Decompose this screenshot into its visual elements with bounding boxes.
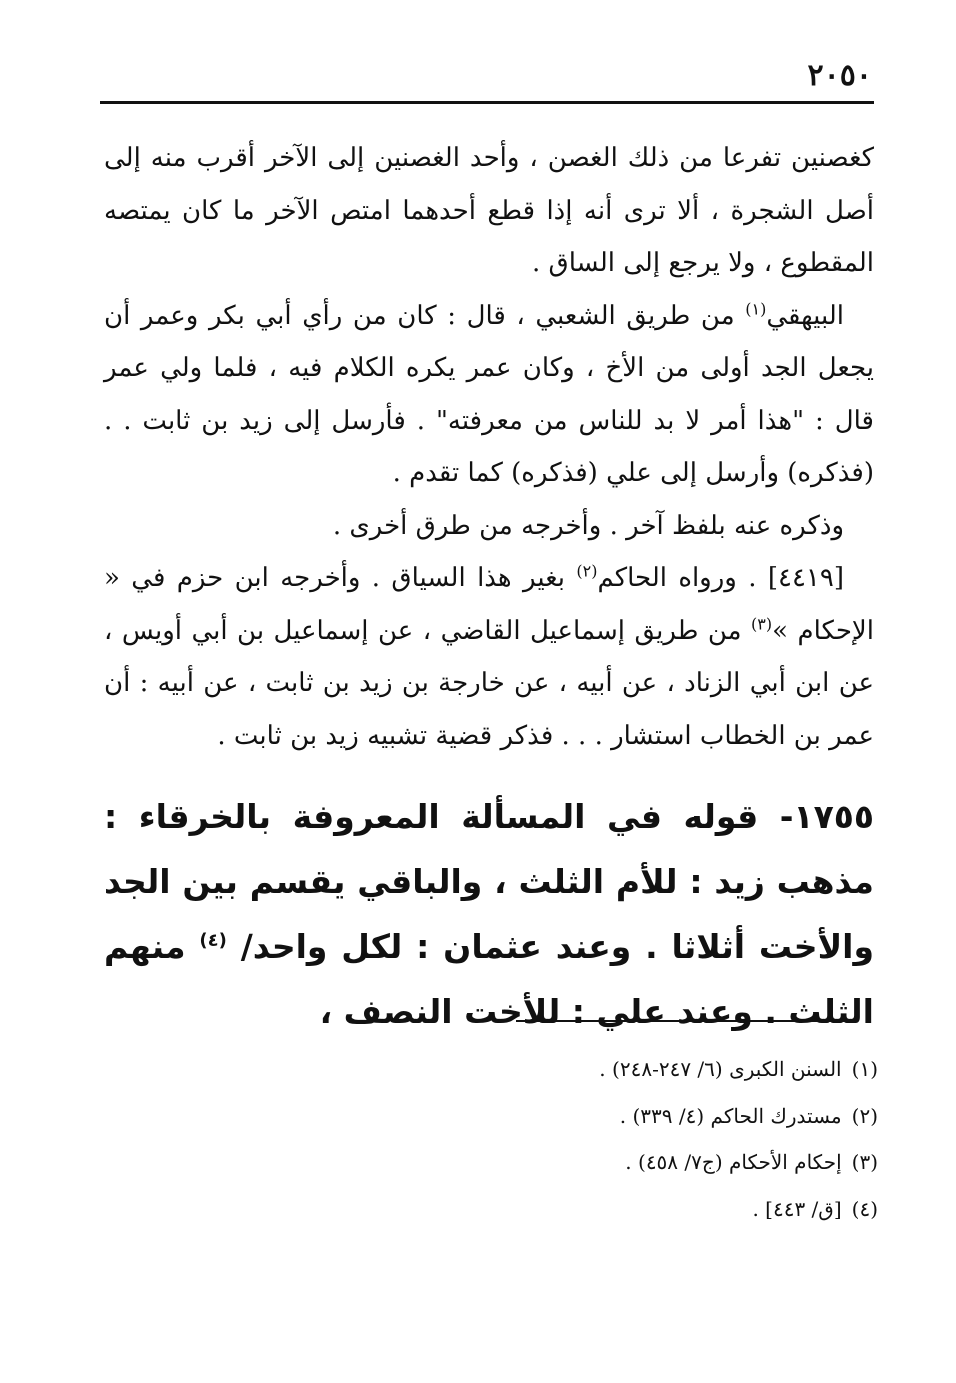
main-text <box>104 132 874 762</box>
paragraph-4-middle: بغير هذا السياق . وأخرجه ابن حزم في « الإحكام » <box>104 563 874 646</box>
paragraph-3: وذكره عنه بلفظ آخر . وأخرجه من طرق أخرى . <box>332 510 844 541</box>
footnote-number: (٣) <box>851 1150 878 1174</box>
paragraph-2-start: البيهقي <box>766 300 844 331</box>
footnote-item <box>104 1093 878 1140</box>
footnotes-list <box>104 1046 878 1232</box>
page-number: ٢٠٥٠ <box>807 58 872 93</box>
footnote-ref-4: (٤) <box>199 930 227 951</box>
footnote-ref-3: (٣) <box>751 613 773 633</box>
footnote-text: مستدرك الحاكم (٤/ ٣٣٩) . <box>619 1103 842 1128</box>
footnote-number: (١) <box>851 1057 878 1081</box>
hadith-heading <box>104 784 874 1044</box>
footnote-item <box>104 1046 878 1093</box>
footnote-text: إحكام الأحكام (ج٧/ ٤٥٨) . <box>625 1150 842 1174</box>
paragraph-1: كغصنين تفرعا من ذلك الغصن ، وأحد الغصنين إلى الآخر أقرب منه إلى أصل الشجرة ، ألا ترى أنه إذا قطع أحدهما امتص الآخر ما كان يمتصه المقطوع ، ولا يرجع إلى الساق . <box>104 143 874 278</box>
paragraph-4-start: [٤٤١٩] . ورواه الحاكم <box>597 563 844 593</box>
footnote-text: السنن الكبرى (٦/ ٢٤٧-٢٤٨) . <box>599 1057 842 1081</box>
footnote-item <box>104 1186 878 1233</box>
paragraph-2 <box>104 290 874 500</box>
footnote-number: (٢) <box>851 1103 878 1128</box>
header-rule <box>100 101 874 104</box>
footnote-separator <box>516 1020 852 1022</box>
hadith-text-start: ١٧٥٥- قوله في المسألة المعروفة بالخرقاء : مذهب زيد : للأم الثلث ، والباقي يقسم بين الجد والأخت أثلاثا . وعند عثمان : لكل واحد/ <box>104 797 874 966</box>
footnote-item <box>104 1139 878 1186</box>
paragraph-4 <box>104 552 874 762</box>
paragraph-4-end: من طريق إسماعيل القاضي ، عن إسماعيل بن أبي أويس ، عن ابن أبي الزناد ، عن أبيه ، عن خارجة بن زيد بن ثابت ، عن أبيه : أن عمر بن الخطاب استشار . . . فذكر قضية تشبيه زيد بن ثابت . <box>104 615 874 751</box>
footnote-number: (٤) <box>851 1196 878 1221</box>
footnote-ref-1: (١) <box>745 298 767 318</box>
footnote-ref-2: (٢) <box>576 561 598 581</box>
footnote-text: [ق/ ٤٤٣] . <box>752 1196 842 1221</box>
hadith-text-end: منهم الثلث . وعند علي : للأخت النصف ، <box>104 927 874 1031</box>
paragraph-2-rest: من طريق الشعبي ، قال : كان من رأي أبي بكر وعمر أن يجعل الجد أولى من الأخ ، وكان عمر يكره الكلام فيه ، فلما ولي عمر قال : "هذا أمر لا بد للناس من معرفته" . فأرسل إلى زيد بن ثابت . . (فذكره) وأرسل إلى علي (فذكره) كما تقدم . <box>104 300 874 488</box>
